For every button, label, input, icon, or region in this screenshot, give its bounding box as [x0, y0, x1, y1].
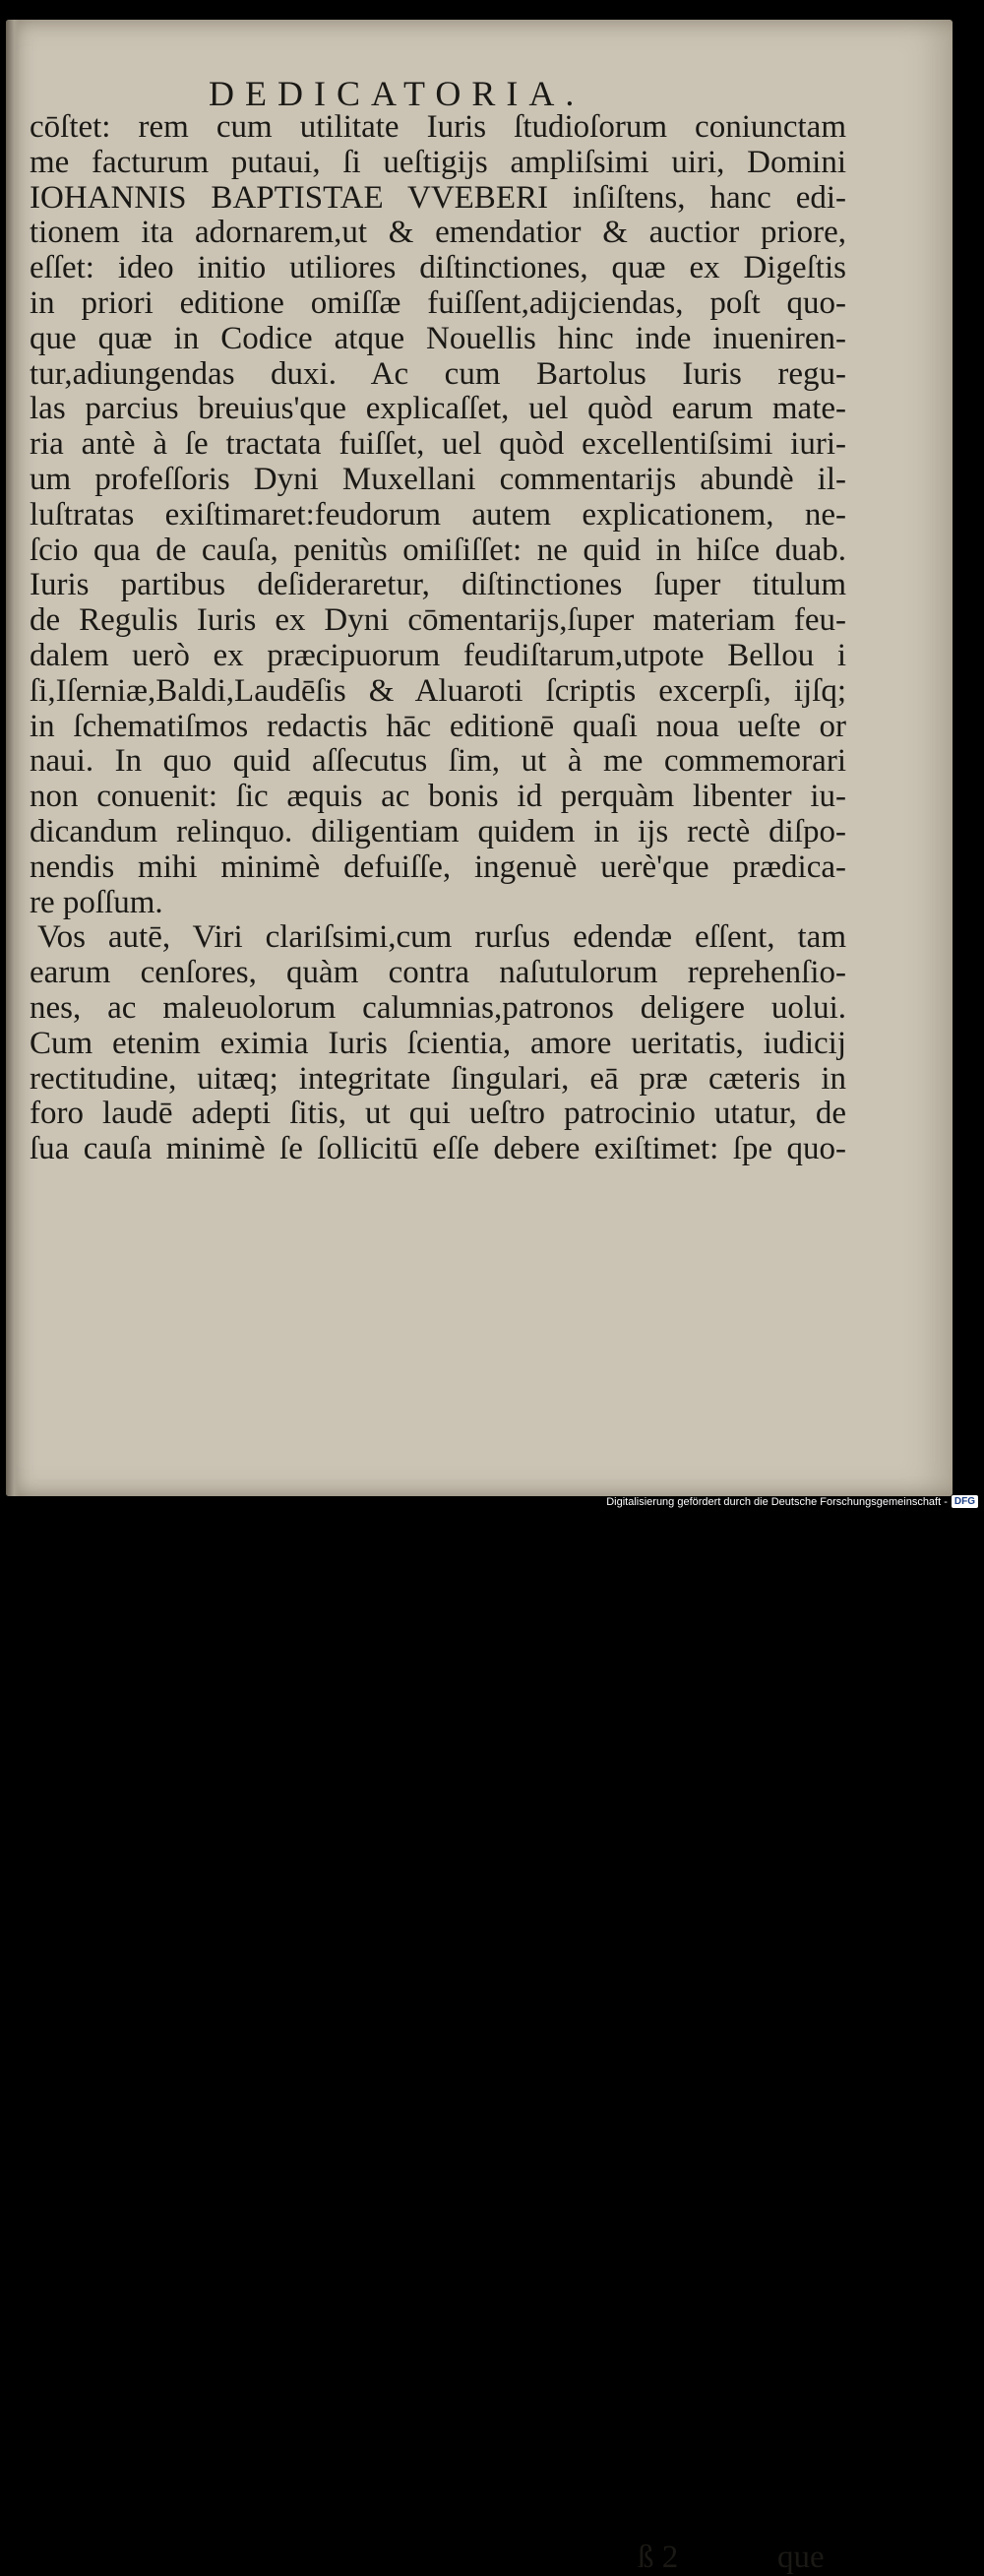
text-line: Iuris partibus deſideraretur, diſtinctiones ſuper titulum — [30, 567, 846, 603]
text-line: cōſtet: rem cum utilitate Iuris ſtudioſorum coniunctam — [30, 109, 846, 145]
text-line: ria antè à ſe tractata fuiſſet, uel quòd excellentiſsimi iuri- — [30, 426, 846, 463]
text-line: luſtratas exiſtimaret:feudorum autem explicationem, ne- — [30, 496, 846, 533]
text-line: ſua cauſa minimè ſe ſollicitū eſſe debere exiſtimet: ſpe quo- — [30, 1131, 846, 1167]
text-line: in priori editione omiſſæ fuiſſent,adijciendas, poſt quo- — [30, 284, 846, 321]
text-line: um profeſſoris Dyni Muxellani commentarijs abundè il- — [30, 461, 846, 497]
catchword: que — [777, 2540, 825, 2575]
text-line: Vos autē, Viri clariſsimi,cum rurſus edendæ eſſent, tam — [37, 919, 846, 956]
body-text — [30, 110, 846, 1167]
text-line: nes, ac maleuolorum calumnias,patronos deligere uolui. — [30, 989, 846, 1026]
text-line: earum cenſores, quàm contra naſutulorum reprehenſio- — [30, 955, 846, 991]
text-line: eſſet: ideo initio utiliores diſtinctiones, quæ ex Digeſtis — [30, 250, 846, 286]
text-line: dicandum relinquo. diligentiam quidem in ijs rectè diſpo- — [30, 813, 846, 849]
running-head: DEDICATORIA. — [209, 74, 585, 113]
page-edge — [6, 20, 20, 1496]
text-line: re poſſum. — [30, 884, 163, 920]
text-line: que quæ in Codice atque Nouellis hinc inde inueniren- — [30, 320, 846, 356]
text-line: rectitudine, uitæq; integritate ſingulari, eā præ cæteris in — [30, 1060, 846, 1097]
text-line: nendis mihi minimè defuiſſe, ingenuè uerè'que prædica- — [30, 848, 846, 885]
text-line: dalem uerò ex præcipuorum feudiſtarum,utpote Bellou i — [30, 637, 846, 673]
dfg-logo: DFG — [952, 1495, 978, 1508]
text-line: de Regulis Iuris ex Dyni cōmentarijs,ſuper materiam feu- — [30, 602, 846, 639]
text-line: non conuenit: ſic æquis ac bonis id perquàm libenter iu- — [30, 779, 846, 815]
text-line: IOHANNIS BAPTISTAE VVEBERI inſiſtens, hanc edi- — [30, 179, 846, 216]
text-line: foro laudē adepti ſitis, ut qui ueſtro patrocinio utatur, de — [30, 1096, 846, 1132]
text-line: las parcius breuius'que explicaſſet, uel quòd earum mate- — [30, 391, 846, 427]
digitization-credit — [606, 1495, 978, 1508]
text-line: ſcio qua de cauſa, penitùs omiſiſſet: ne quid in hiſce duab. — [30, 532, 846, 568]
text-line: in ſchematiſmos redactis hāc editionē quaſi noua ueſte or — [30, 708, 846, 744]
text-line: tionem ita adornarem,ut & emendatior & auctior priore, — [30, 215, 846, 251]
credit-text: Digitalisierung gefördert durch die Deutsche Forschungsgemeinschaft - — [606, 1495, 948, 1508]
text-line: Cum etenim eximia Iuris ſcientia, amore ueritatis, iudicij — [30, 1025, 846, 1061]
text-line: tur,adiungendas duxi. Ac cum Bartolus Iuris regu- — [30, 355, 846, 392]
signature-mark: ß 2 — [638, 2540, 679, 2575]
text-line: ſi,Iſerniæ,Baldi,Laudēſis & Aluaroti ſcriptis excerpſi, ijſq; — [30, 672, 846, 709]
text-line: me facturum putaui, ſi ueſtigijs ampliſsimi uiri, Domini — [30, 144, 846, 180]
text-line: naui. In quo quid aſſecutus ſim, ut à me commemorari — [30, 743, 846, 780]
